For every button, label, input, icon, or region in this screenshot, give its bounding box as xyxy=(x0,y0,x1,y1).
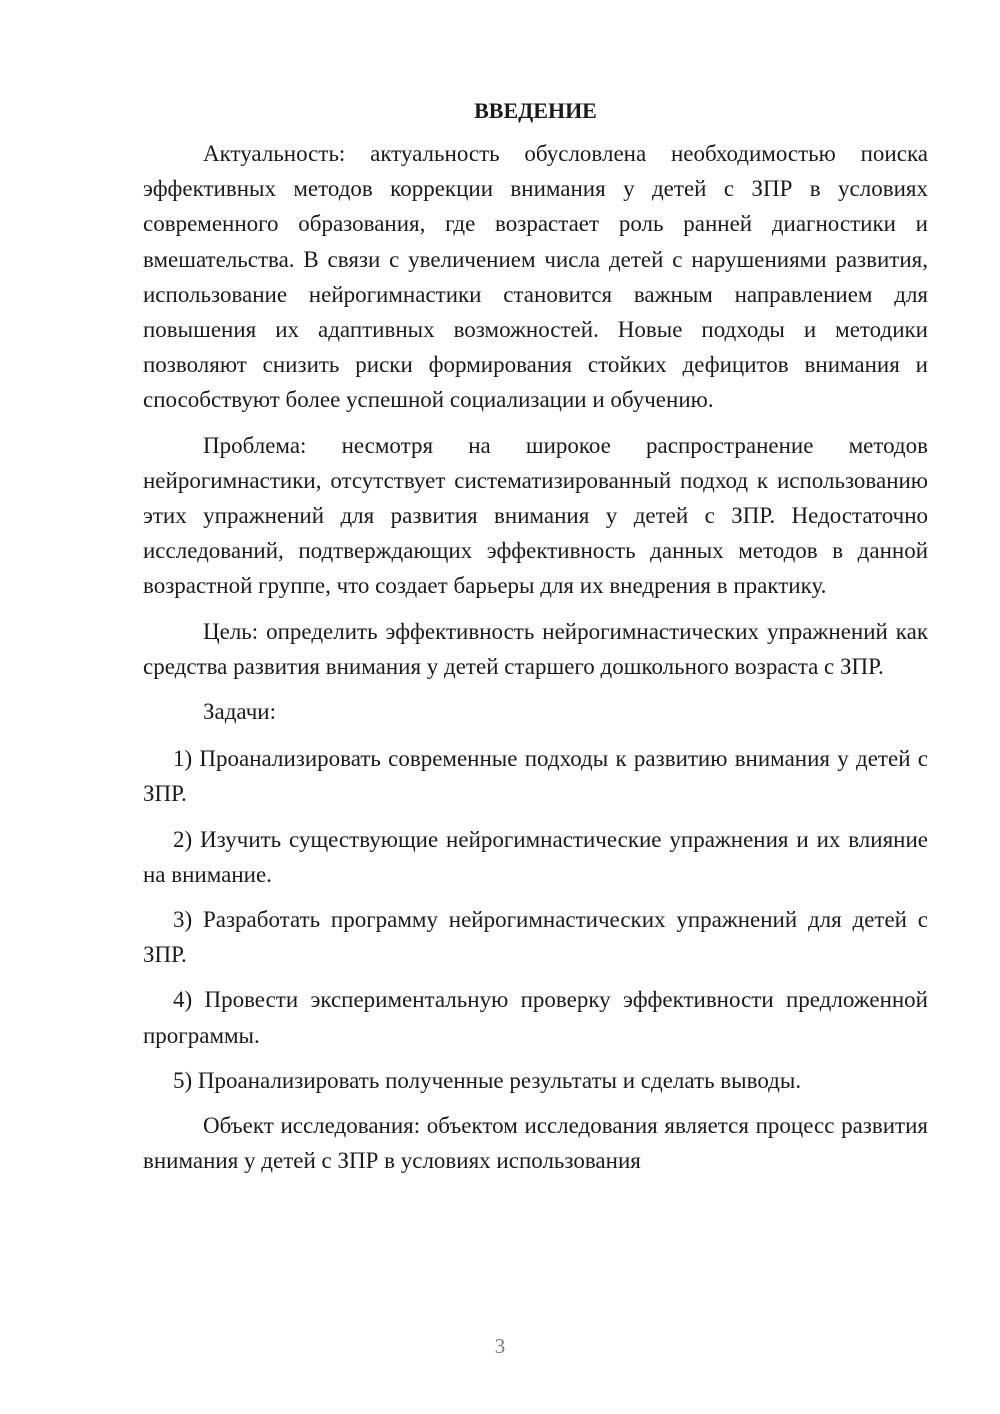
task-item-4: 4) Провести экспериментальную проверку эффективности предложенной программы. xyxy=(143,987,928,1048)
task-item-1: 1) Проанализировать современные подходы к развитию внимания у детей с ЗПР. xyxy=(143,746,928,807)
goal-paragraph: Цель: определить эффективность нейрогимнастических упражнений как средства развития внимания у детей старшего дошкольного возраста с ЗПР. xyxy=(143,618,928,679)
tasks-list xyxy=(143,741,928,1098)
section-title: ВВЕДЕНИЕ xyxy=(474,98,597,123)
problem-paragraph: Проблема: несмотря на широкое распространение методов нейрогимнастики, отсутствует систематизированный подход к использованию этих упражнений для развития внимания у детей с ЗПР. Недостаточно исследований, подтверждающих эффективность данных методов в данной возрастной группе, что создает барьеры для их внедрения в практику. xyxy=(143,432,928,599)
tasks-heading: Задачи: xyxy=(203,699,276,725)
relevance-paragraph: Актуальность: актуальность обусловлена необходимостью поиска эффективных методов коррекции внимания у детей с ЗПР в условиях современного образования, где возрастает роль ранней диагностики и вмешательства. В связи с увеличением числа детей с нарушениями развития, использование нейрогимнастики становится важным направлением для повышения их адаптивных возможностей. Новые подходы и методики позволяют снизить риски формирования стойких дефицитов внимания и способствуют более успешной социализации и обучению. xyxy=(143,141,928,413)
task-item-5: 5) Проанализировать полученные результаты и сделать выводы. xyxy=(173,1067,802,1093)
task-item-3: 3) Разработать программу нейрогимнастических упражнений для детей с ЗПР. xyxy=(143,907,928,968)
page-number: 3 xyxy=(494,1334,506,1358)
page-content xyxy=(143,96,928,1178)
object-paragraph: Объект исследования: объектом исследования является процесс развития внимания у детей с ЗПР в условиях использования xyxy=(143,1113,928,1174)
task-item-2: 2) Изучить существующие нейрогимнастические упражнения и их влияние на внимание. xyxy=(143,826,928,887)
